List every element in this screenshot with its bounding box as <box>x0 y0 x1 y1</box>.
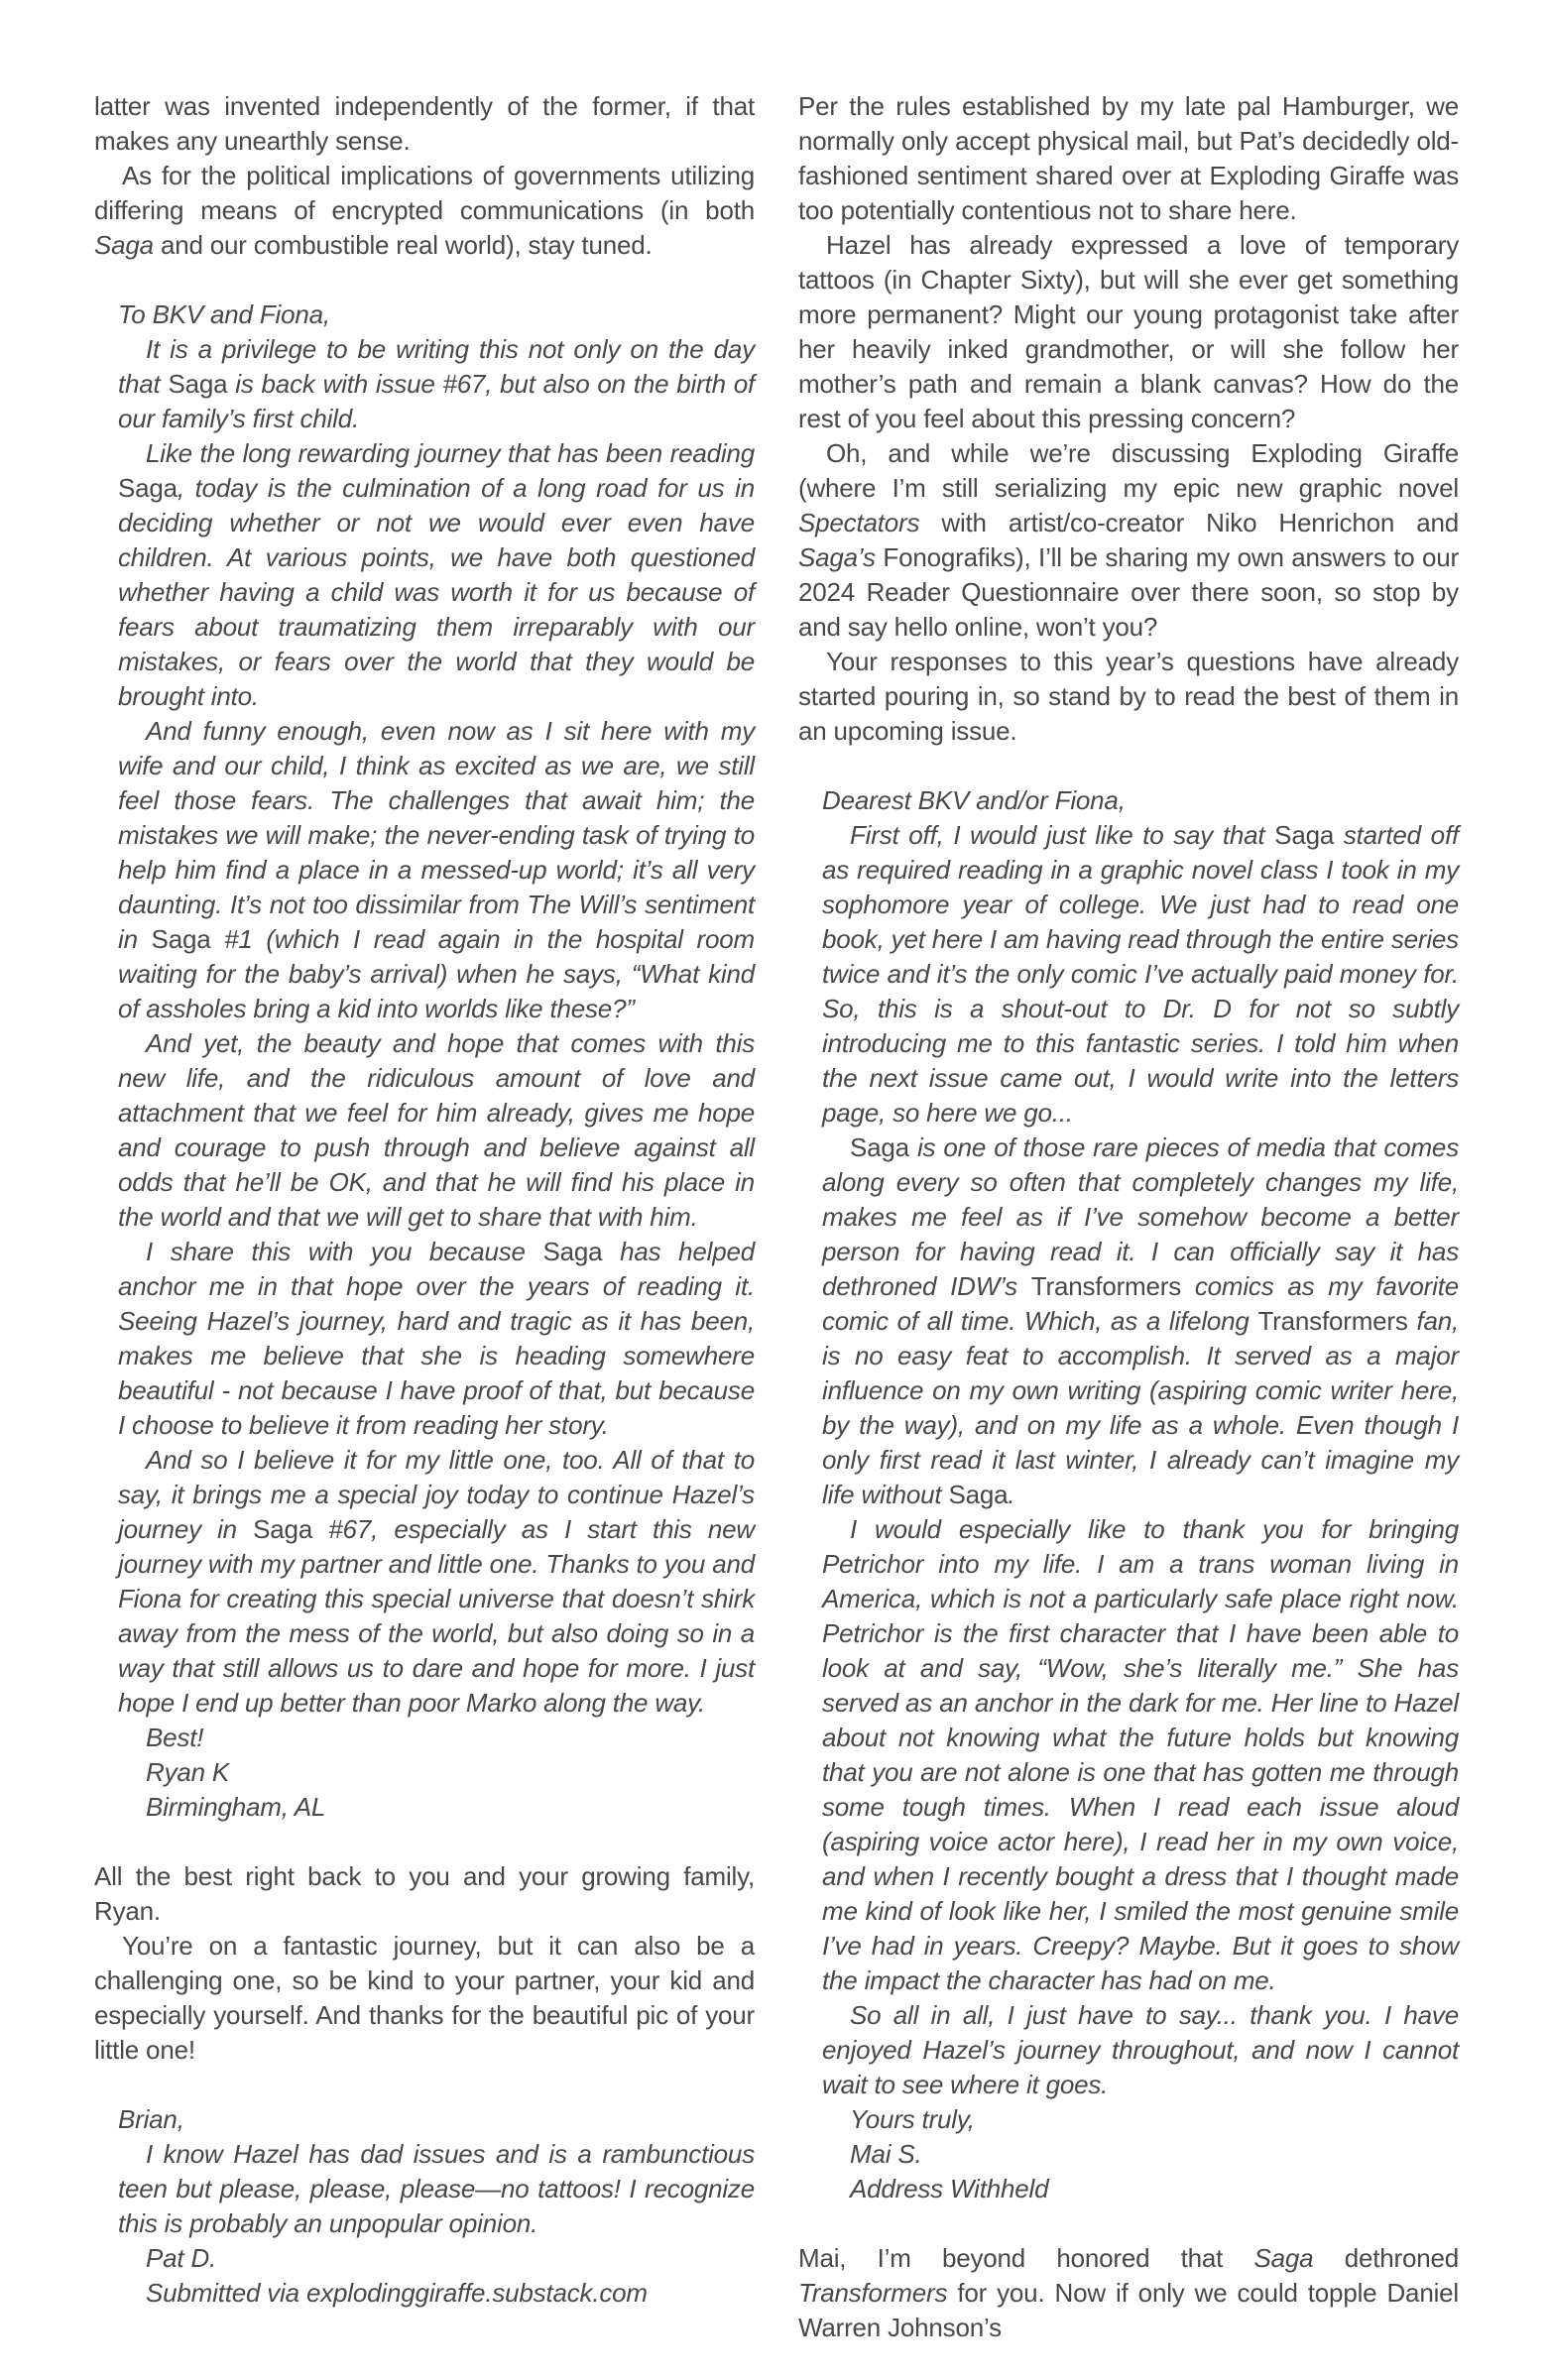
body-text: Mai, I’m beyond honored that <box>798 2243 1254 2273</box>
body-text: and our combustible real world), stay tuned. <box>153 230 653 260</box>
body-text: has helped anchor me in that hope over the years of reading it. Seeing Hazel’s journey, hard and tragic as it has been, makes me believe that she is heading somewhere beautiful - not because I have proof of that, but because I choose to believe it from reading her story. <box>118 1237 755 1440</box>
body-text: for you. Now if only we could topple Daniel Warren Johnson’s <box>798 2278 1459 2342</box>
body-text: is one of those rare pieces of media that comes along every so often that completely changes my life, makes me feel as if I’ve somehow become a better person for having read it. I can officially say it has dethroned IDW’s <box>822 1132 1459 1301</box>
response-paragraph <box>94 89 755 159</box>
letter-paragraph <box>822 1130 1459 1512</box>
letter-salutation <box>118 2102 755 2137</box>
emphasized-title-text: Saga <box>94 230 154 260</box>
letter-paragraph <box>118 332 755 436</box>
response-paragraph <box>798 2241 1459 2345</box>
letter-salutation <box>118 298 755 332</box>
body-text: Ryan K <box>146 1757 230 1787</box>
body-text: dethroned <box>1313 2243 1459 2273</box>
body-text: Mai S. <box>850 2139 922 2169</box>
emphasized-title-text: Saga <box>118 473 178 503</box>
letter-signature-line <box>822 2137 1459 2172</box>
letter-paragraph <box>118 1235 755 1443</box>
response-paragraph <box>798 89 1459 228</box>
body-text: Best! <box>146 1723 204 1752</box>
body-text: First off, I would just like to say that <box>850 820 1275 850</box>
body-text: . <box>1008 1480 1015 1509</box>
body-text: And yet, the beauty and hope that comes with this new life, and the ridiculous amount of love and attachment that we feel for him already, gives me hope and courage to push through and believe against all odds that he’ll be OK, and that he will find his place in the world and that we will get to share that with him. <box>118 1028 755 1232</box>
emphasized-title-text: Saga’s <box>798 542 876 572</box>
letter-paragraph <box>118 1443 755 1721</box>
emphasized-title-text: Transformers <box>1257 1306 1408 1336</box>
body-text: #67, especially as I start this new journey with my partner and little one. Thanks to you and Fiona for creating this special universe that doesn’t shirk away from the mess of the world, but also doing so in a way that still allows us to dare and hope for more. I just hope I end up better than poor Marko along the way. <box>118 1514 755 1718</box>
body-text: Fonografiks), I’ll be sharing my own answers to our 2024 Reader Questionnaire over there soon, so stop by and say hello online, won’t you? <box>798 542 1459 642</box>
body-text: I know Hazel has dad issues and is a rambunctious teen but please, please, please—no tattoos! I recognize this is probably an unpopular opinion. <box>118 2139 755 2238</box>
letter-signature-line <box>822 2172 1459 2206</box>
letter-paragraph <box>822 1998 1459 2102</box>
letter-paragraph <box>118 2137 755 2241</box>
body-text: So all in all, I just have to say... thank you. I have enjoyed Hazel’s journey throughout, and now I cannot wait to see where it goes. <box>822 2000 1459 2099</box>
body-text: is back with issue #67, but also on the birth of our family’s first child. <box>118 369 756 433</box>
text-column-left <box>94 89 755 2340</box>
response-paragraph <box>798 645 1459 749</box>
emphasized-title-text: Transformers <box>1030 1271 1182 1301</box>
response-paragraph <box>798 228 1459 436</box>
editor-response-block <box>798 89 1459 749</box>
body-text: Address Withheld <box>850 2174 1049 2203</box>
letter-paragraph <box>118 714 755 1026</box>
emphasized-title-text: Saga <box>253 1514 313 1544</box>
emphasized-title-text: Saga <box>168 369 228 399</box>
reader-letter-block <box>118 298 755 1825</box>
emphasized-title-text: Saga <box>1253 2243 1314 2273</box>
letter-signature-line <box>822 2102 1459 2137</box>
body-text: Your responses to this year’s questions have already started pouring in, so stand by to read the best of them in an upcoming issue. <box>798 647 1459 746</box>
body-text: with artist/co-creator Niko Henrichon and <box>919 508 1459 537</box>
body-text: And funny enough, even now as I sit here with my wife and our child, I think as excited as we are, we still feel those fears. The challenges that await him; the mistakes we will make; the never-ending task of trying to help him find a place in a messed-up world; it’s all very daunting. It’s not too dissimilar from The Will’s sentiment in <box>118 716 755 954</box>
response-paragraph <box>798 436 1459 645</box>
letter-signature-line <box>118 2276 755 2311</box>
body-text: All the best right back to you and your growing family, Ryan. <box>94 1861 755 1926</box>
body-text: It is a privilege to be writing this not only on the day that <box>118 334 755 399</box>
letter-signature-line <box>118 1755 755 1790</box>
response-paragraph <box>94 1929 755 2068</box>
emphasized-title-text: Spectators <box>798 508 920 537</box>
letter-paragraph <box>118 436 755 714</box>
body-text: Hazel has already expressed a love of temporary tattoos (in Chapter Sixty), but will she ever get something more permanent? Might our young protagonist take after her heavily inked grandmother, or will she follow her mother’s path and remain a blank canvas? How do the rest of you feel about this pressing concern? <box>798 230 1459 433</box>
emphasized-title-text: Saga <box>542 1237 603 1266</box>
body-text: , today is the culmination of a long road for us in deciding whether or not we would ever even have children. At various points, we have both questioned whether having a child was worth it for us because of fears about traumatizing them irreparably with our mistakes, or fears over the world that they would be brought into. <box>118 473 755 711</box>
body-text: Pat D. <box>146 2243 217 2273</box>
emphasized-title-text: Saga <box>1274 820 1335 850</box>
body-text: I share this with you because <box>146 1237 543 1266</box>
body-text: You’re on a fantastic journey, but it can also be a challenging one, so be kind to your partner, your kid and especially yourself. And thanks for the beautiful pic of your little one! <box>94 1931 755 2065</box>
letter-signature-line <box>118 1790 755 1825</box>
letter-signature-line <box>118 1721 755 1755</box>
body-text: latter was invented independently of the former, if that makes any unearthly sense. <box>94 91 755 156</box>
body-text: Dearest BKV and/or Fiona, <box>822 785 1126 815</box>
editor-response-block <box>94 1859 755 2068</box>
letter-paragraph <box>822 818 1459 1130</box>
reader-letter-block <box>822 783 1459 2206</box>
body-text: And so I believe it for my little one, too. All of that to say, it brings me a special joy today to continue Hazel’s journey in <box>118 1445 755 1544</box>
response-paragraph <box>94 1859 755 1929</box>
emphasized-title-text: Saga <box>948 1480 1009 1509</box>
emphasized-title-text: Transformers <box>798 2278 948 2308</box>
body-text: Per the rules established by my late pal Hamburger, we normally only accept physical mail, but Pat’s decidedly old-fashioned sentiment shared over at Exploding Giraffe was too potentially contentious not to share here. <box>798 91 1459 225</box>
body-text: Submitted via explodinggiraffe.substack.com <box>146 2278 648 2308</box>
letter-salutation <box>822 783 1459 818</box>
letter-paragraph <box>822 1512 1459 1998</box>
body-text: As for the political implications of governments utilizing differing means of encrypted communications (in both <box>94 161 755 225</box>
body-text: Birmingham, AL <box>146 1792 326 1822</box>
body-text: Oh, and while we’re discussing Exploding Giraffe (where I’m still serializing my epic new graphic novel <box>798 438 1459 503</box>
body-text: #1 (which I read again in the hospital room waiting for the baby’s arrival) when he says, “What kind of assholes bring a kid into worlds like these?” <box>118 924 755 1023</box>
body-text: To BKV and Fiona, <box>118 299 330 329</box>
body-text: Brian, <box>118 2104 184 2134</box>
body-text: Like the long rewarding journey that has been reading <box>146 438 755 468</box>
letter-signature-line <box>118 2241 755 2276</box>
body-text: Yours truly, <box>850 2104 975 2134</box>
editor-response-block <box>798 2241 1459 2345</box>
body-text: I would especially like to thank you for bringing Petrichor into my life. I am a trans woman living in America, which is not a particularly safe place right now. Petrichor is the first character that I have been able to look at and say, “Wow, she’s literally me.” She has served as an anchor in the dark for me. Her line to Hazel about not knowing what the future holds but knowing that you are not alone is one that has gotten me through some tough times. When I read each issue aloud (aspiring voice actor here), I read her in my own voice, and when I recently bought a dress that I thought made me kind of look like her, I smiled the most genuine smile I’ve had in years. Creepy? Maybe. But it goes to show the impact the character has had on me. <box>822 1514 1459 1995</box>
body-text: started off as required reading in a graphic novel class I took in my sophomore year of college. We just had to read one book, yet here I am having read through the entire series twice and it’s the only comic I’ve actually paid money for. So, this is a shout-out to Dr. D for not so subtly introducing me to this fantastic series. I told him when the next issue came out, I would write into the letters page, so here we go... <box>822 820 1459 1128</box>
emphasized-title-text: Saga <box>151 924 211 954</box>
text-column-right <box>798 89 1459 2340</box>
body-text: fan, is no easy feat to accomplish. It served as a major influence on my own writing (aspiring comic writer here, by the way), and on my life as a whole. Even though I only first read it last winter, I already can’t imagine my life without <box>822 1306 1460 1509</box>
editor-response-block <box>94 89 755 263</box>
response-paragraph <box>94 159 755 263</box>
emphasized-title-text: Saga <box>850 1132 909 1162</box>
reader-letter-block <box>118 2102 755 2311</box>
body-text: comics as my favorite comic of all time. Which, as a lifelong <box>822 1271 1459 1336</box>
letter-paragraph <box>118 1026 755 1235</box>
